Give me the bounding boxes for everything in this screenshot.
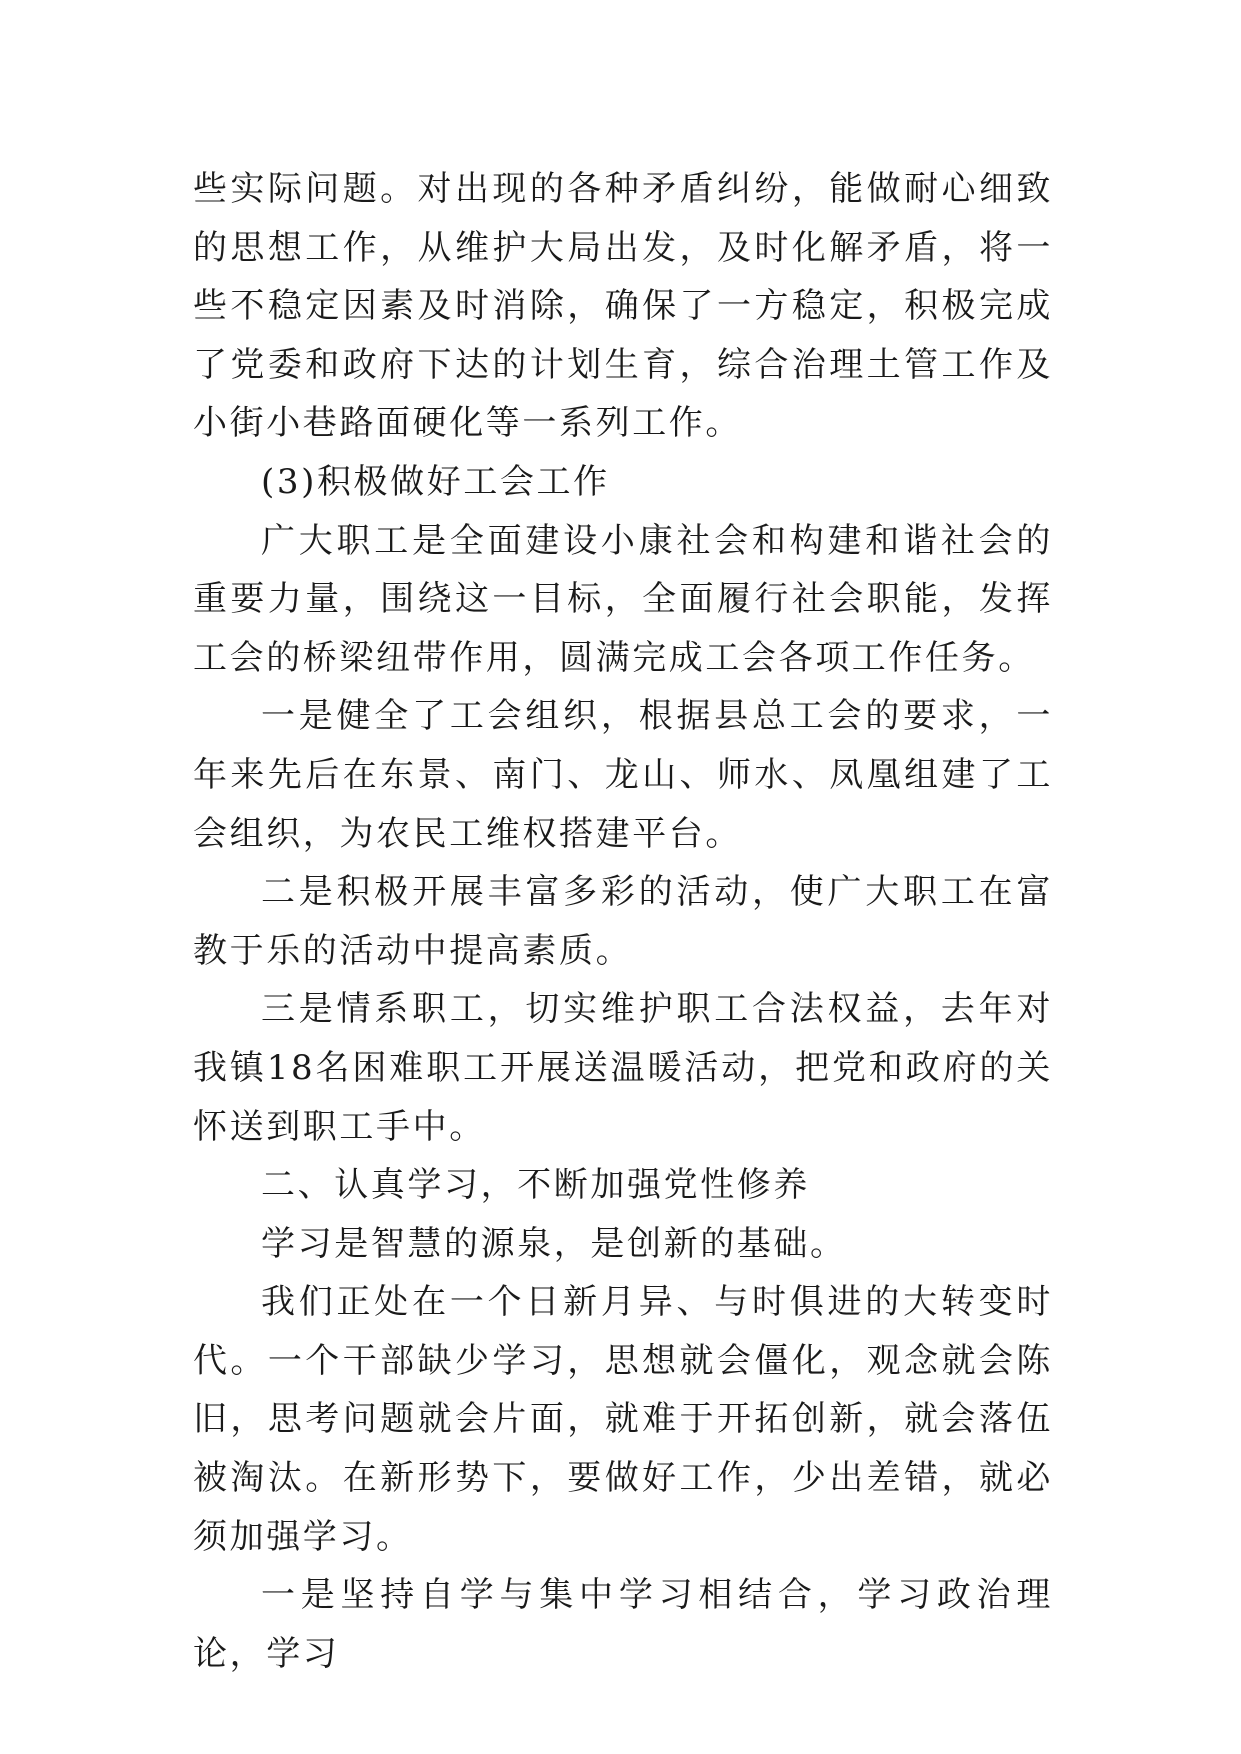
paragraph-continuation: 些实际问题。对出现的各种矛盾纠纷，能做耐心细致的思想工作，从维护大局出发，及时化解矛盾，将一些不稳定因素及时消除，确保了一方稳定，积极完成了党委和政府下达的计划生育，综合治理土管工作及小街小巷路面硬化等一系列工作。 [193,169,1053,444]
document-body [193,160,1053,1683]
paragraph-union-organization: 一是健全了工会组织，根据县总工会的要求，一年来先后在东景、南门、龙山、师水、凤凰组建了工会组织，为农民工维权搭建平台。 [193,696,1053,854]
section-heading-union-work: (3)积极做好工会工作 [261,461,610,502]
paragraph-union-care: 三是情系职工，切实维护职工合法权益，去年对我镇18名困难职工开展送温暖活动，把党和政府的关怀送到职工手中。 [193,989,1053,1147]
section-heading-study: 二、认真学习，不断加强党性修养 [261,1165,810,1206]
paragraph-union-intro: 广大职工是全面建设小康社会和构建和谐社会的重要力量，围绕这一目标，全面履行社会职能，发挥工会的桥梁纽带作用，圆满完成工会各项工作任务。 [193,520,1053,678]
paragraph-study-era: 我们正处在一个日新月异、与时俱进的大转变时代。一个干部缺少学习，思想就会僵化，观念就会陈旧，思考问题就会片面，就难于开拓创新，就会落伍被淘汰。在新形势下，要做好工作，少出差错，就必须加强学习。 [193,1282,1053,1557]
paragraph-union-activities: 二是积极开展丰富多彩的活动，使广大职工在富教于乐的活动中提高素质。 [193,872,1053,971]
paragraph-study-intro: 学习是智慧的源泉，是创新的基础。 [261,1223,847,1264]
paragraph-study-method: 一是坚持自学与集中学习相结合，学习政治理论，学习 [193,1575,1053,1674]
